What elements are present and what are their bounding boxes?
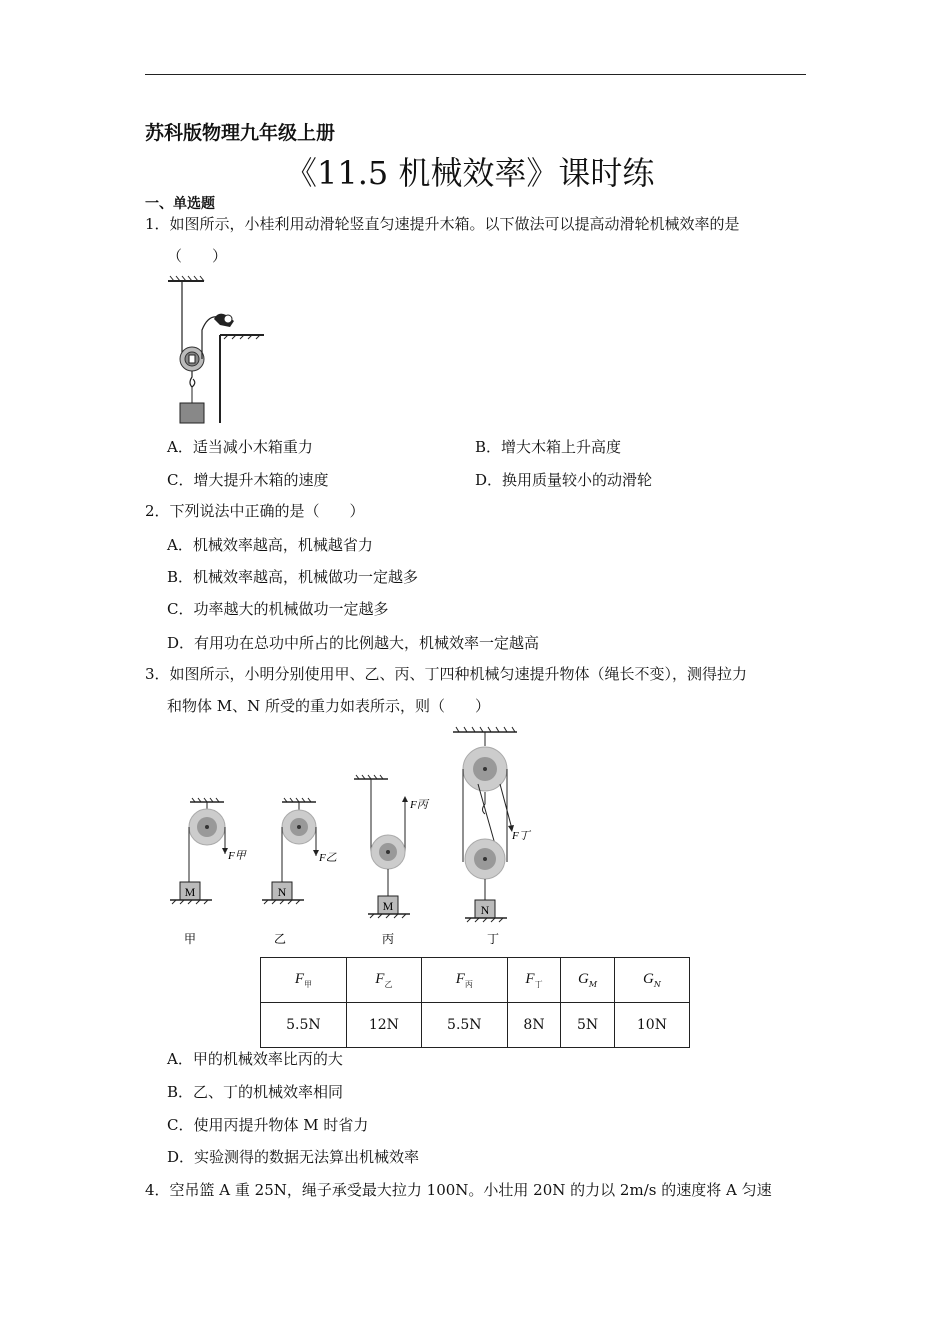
table-cell: 10N [614, 1003, 689, 1048]
table-cell: 5N [561, 1003, 615, 1048]
document-title: 《11.5 机械效率》课时练 [285, 154, 655, 192]
q2-option-c[interactable]: C．功率越大的机械做功一定越多 [167, 600, 389, 618]
question-1-stem-cont: （ ） [167, 247, 228, 265]
question-4-stem: 4．空吊篮 A 重 25N，绳子承受最大拉力 100N。小壮用 20N 的力以 2m/s 的速度将 A 匀速 [145, 1181, 772, 1199]
q3-option-a[interactable]: A．甲的机械效率比丙的大 [167, 1050, 343, 1068]
q1-option-a[interactable]: A．适当减小木箱重力 [167, 438, 313, 456]
pulley-yi [262, 798, 337, 946]
question-2-stem: 2．下列说法中正确的是（ ） [145, 502, 365, 520]
label-bing: 丙 [381, 932, 395, 946]
q1-option-b[interactable]: B．增大木箱上升高度 [475, 438, 622, 456]
question-1-stem: 1．如图所示，小桂利用动滑轮竖直匀速提升木箱。以下做法可以提高动滑轮机械效率的是 [145, 215, 740, 233]
force-label-ding: F丁 [512, 830, 530, 842]
q2-option-b[interactable]: B．机械效率越高，机械做功一定越多 [167, 568, 419, 586]
pulley-jia [170, 798, 248, 946]
table-cell: 12N [346, 1003, 421, 1048]
svg-text:M: M [184, 885, 196, 899]
question-3-stem-cont: 和物体 M、N 所受的重力如表所示，则（ ） [167, 697, 491, 715]
pulley-ding [453, 727, 532, 946]
table-header-row [261, 958, 690, 1003]
force-label-jia: F甲 [228, 850, 246, 862]
table-header-cell: $F_乙$ [346, 958, 421, 1003]
table-header-cell: $F_丁$ [507, 958, 561, 1003]
section-heading: 一、单选题 [145, 196, 215, 212]
q1-option-d[interactable]: D．换用质量较小的动滑轮 [475, 471, 653, 489]
table-row [261, 1003, 690, 1048]
q1-option-c[interactable]: C．增大提升木箱的速度 [167, 471, 329, 489]
table-cell: 8N [507, 1003, 561, 1048]
pulley-bing [354, 775, 430, 946]
force-label-yi: F乙 [319, 852, 337, 864]
table-header-cell: $F_丙$ [421, 958, 507, 1003]
header-rule [145, 74, 806, 75]
document-subtitle: 苏科版物理九年级上册 [145, 122, 336, 144]
q2-option-d[interactable]: D．有用功在总功中所占的比例越大，机械效率一定越高 [167, 634, 540, 652]
table-header-cell: $F_甲$ [261, 958, 347, 1003]
force-label-bing: F丙 [410, 799, 428, 811]
q3-option-c[interactable]: C．使用丙提升物体 M 时省力 [167, 1116, 369, 1134]
q2-option-a[interactable]: A．机械效率越高，机械越省力 [167, 536, 373, 554]
figure-q3-pulley-systems [160, 724, 540, 950]
svg-text:N: N [480, 903, 490, 917]
table-cell: 5.5N [261, 1003, 347, 1048]
q3-data-table [260, 957, 690, 1048]
svg-text:N: N [277, 885, 287, 899]
q3-option-d[interactable]: D．实验测得的数据无法算出机械效率 [167, 1148, 420, 1166]
table-header-cell: $G_N$ [614, 958, 689, 1003]
svg-text:M: M [382, 899, 394, 913]
table-header-cell: $G_M$ [561, 958, 615, 1003]
label-jia: 甲 [183, 932, 197, 946]
figure-q1-movable-pulley [160, 275, 270, 425]
label-ding: 丁 [486, 932, 500, 946]
question-3-stem: 3．如图所示，小明分别使用甲、乙、丙、丁四种机械匀速提升物体（绳长不变），测得拉力 [145, 665, 748, 683]
table-cell: 5.5N [421, 1003, 507, 1048]
label-yi: 乙 [273, 932, 287, 946]
q3-option-b[interactable]: B．乙、丁的机械效率相同 [167, 1083, 344, 1101]
